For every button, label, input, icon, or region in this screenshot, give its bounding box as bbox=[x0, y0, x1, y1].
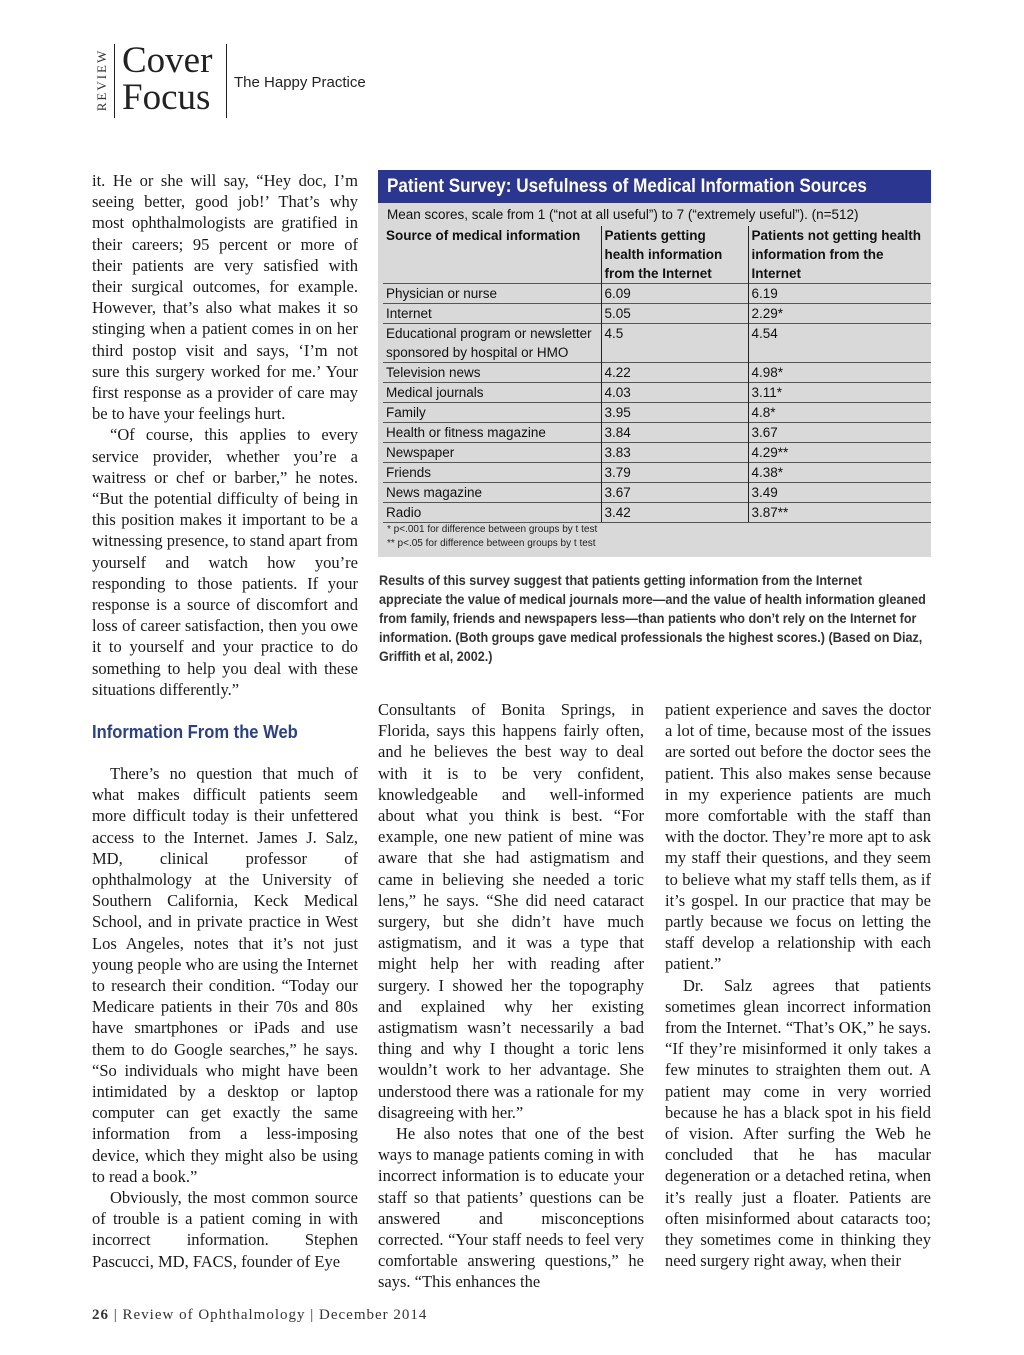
page-number: 26 bbox=[92, 1307, 109, 1323]
column-3 bbox=[665, 699, 931, 1271]
table-cell-source: Physician or nurse bbox=[383, 284, 601, 304]
survey-subtitle: Mean scores, scale from 1 (“not at all useful”) to 7 (“extremely useful”). (n=512) bbox=[387, 207, 859, 222]
table-row bbox=[383, 403, 931, 423]
footnote: * p<.001 for difference between groups by t test bbox=[387, 524, 598, 535]
table-cell-no-internet: 3.11* bbox=[748, 383, 931, 403]
table-row bbox=[383, 383, 931, 403]
footer-separator: | bbox=[310, 1307, 320, 1323]
table-cell-source: Newspaper bbox=[383, 443, 601, 463]
table-cell-internet: 3.84 bbox=[601, 423, 748, 443]
table-cell-source: Television news bbox=[383, 363, 601, 383]
table-cell-source: Medical journals bbox=[383, 383, 601, 403]
survey-panel bbox=[378, 203, 931, 557]
table-cell-source: News magazine bbox=[383, 483, 601, 503]
paragraph: Dr. Salz agrees that patients sometimes glean incorrect information from the Internet. “That’s OK,” he says. “If they’re misinformed it only takes a few minutes to straighten them out. A patient may come in very worried because he has a black spot in his field of vision. After surfing the Web he concluded that he has macular degeneration or a detached retina, when it’s really just a floater. Patients are often misinformed about cataracts too; they sometimes come in thinking they need surgery right away, when their bbox=[665, 975, 931, 1271]
table-cell-source: Radio bbox=[383, 503, 601, 523]
table-header-row bbox=[383, 226, 931, 284]
paragraph: There’s no question that much of what makes difficult patients seem more difficult today is their unfettered access to the Internet. James J. Salz, MD, clinical professor of ophthalmology at the University of Southern California, Keck Medical School, and in private practice in West Los Angeles, notes that it’s not just young people who are using the Internet to research their condition. “Today our Medicare patients in their 70s and 80s have smartphones or iPads and use them to do Google searches,” he says. “So individuals who might have been intimidated by a desktop or laptop computer can get exactly the same information from a less-imposing device, which they might also be using to read a book.” bbox=[92, 764, 358, 1186]
footer-separator: | bbox=[113, 1307, 123, 1323]
table-row bbox=[383, 324, 931, 363]
survey-box bbox=[378, 170, 931, 666]
paragraph: “Of course, this applies to every service provider, whether you’re a waitress or chef or barber,” he notes. “But the potential difficulty of being in this position makes it important to be a witnessing presence, to stand apart from yourself and watch how you’re responding to those patients. If your response is a source of discomfort and loss of career satisfaction, then you owe it to yourself and your practice to do something to help you deal with these situations differently.” bbox=[92, 425, 358, 699]
paragraph: patient experience and saves the doctor a lot of time, because most of the issues are sorted out before the doctor sees the patient. This also makes sense because in my experience patients are much more comfortable with the staff than with the doctor. They’re more apt to ask my staff their questions, and they seem to believe what my staff tells them, as if it’s gospel. In our practice that may be partly because we focus on letting the staff develop a relationship with each patient.” bbox=[665, 700, 931, 974]
column-1-bottom bbox=[92, 763, 358, 1272]
issue-date: December 2014 bbox=[319, 1307, 428, 1323]
table-cell-internet: 3.67 bbox=[601, 483, 748, 503]
table-cell-internet: 4.03 bbox=[601, 383, 748, 403]
column-header: Patients getting health information from the Internet bbox=[601, 226, 748, 284]
table-row bbox=[383, 284, 931, 304]
survey-table bbox=[383, 226, 931, 523]
table-row bbox=[383, 363, 931, 383]
table-cell-no-internet: 4.54 bbox=[748, 324, 931, 363]
table-cell-source: Educational program or newsletter sponsored by hospital or HMO bbox=[383, 324, 601, 363]
table-cell-internet: 6.09 bbox=[601, 284, 748, 304]
table-cell-no-internet: 4.29** bbox=[748, 443, 931, 463]
table-row bbox=[383, 304, 931, 324]
cover-focus-title: Cover Focus bbox=[122, 40, 213, 118]
table-cell-no-internet: 2.29* bbox=[748, 304, 931, 324]
table-cell-no-internet: 6.19 bbox=[748, 284, 931, 304]
table-row bbox=[383, 443, 931, 463]
paragraph: it. He or she will say, “Hey doc, I’m seeing better, good job!’ That’s why most ophthalmologists are gratified in their careers; 95 percent or more of their patients are very satisfied with their surgical outcomes, for example. However, that’s also what makes it so stinging when a patient comes in on her third postop visit and says, ‘I’m not sure this surgery worked for me.’ Your first response as a provider of care may be to have your feelings hurt. bbox=[92, 171, 358, 424]
table-cell-no-internet: 4.98* bbox=[748, 363, 931, 383]
table-cell-internet: 3.42 bbox=[601, 503, 748, 523]
column-header: Source of medical information bbox=[386, 228, 581, 243]
table-cell-source: Health or fitness magazine bbox=[383, 423, 601, 443]
table-cell-internet: 4.5 bbox=[601, 324, 748, 363]
review-label: REVIEW bbox=[94, 48, 109, 112]
column-1-top bbox=[92, 170, 358, 700]
survey-caption: Results of this survey suggest that patients getting information from the Internet appreciate the value of medical journals more—and the value of health information gleaned from family, friends and newspapers less—than patients who don’t rely on the Internet for information. (Both groups gave medical professionals the highest scores.) (Based on Diaz, Griffith et al, 2002.) bbox=[379, 572, 926, 664]
table-cell-internet: 3.79 bbox=[601, 463, 748, 483]
footnote: ** p<.05 for difference between groups by t test bbox=[387, 538, 596, 549]
table-cell-source: Family bbox=[383, 403, 601, 423]
table-cell-no-internet: 3.87** bbox=[748, 503, 931, 523]
subheading: Information From the Web bbox=[92, 722, 298, 742]
paragraph: He also notes that one of the best ways to manage patients coming in with incorrect information is to educate your staff so that patients’ questions can be answered and misconceptions corrected. “Your staff needs to feel very comfortable answering questions,” he says. “This enhances the bbox=[378, 1124, 644, 1292]
table-row bbox=[383, 463, 931, 483]
header-divider bbox=[114, 44, 115, 118]
table-cell-no-internet: 4.38* bbox=[748, 463, 931, 483]
table-cell-internet: 4.22 bbox=[601, 363, 748, 383]
table-body bbox=[383, 284, 931, 523]
paragraph: Obviously, the most common source of trouble is a patient coming in with incorrect information. Stephen Pascucci, MD, FACS, founder of Eye bbox=[92, 1188, 358, 1271]
table-cell-internet: 3.95 bbox=[601, 403, 748, 423]
table-cell-internet: 3.83 bbox=[601, 443, 748, 463]
table-cell-no-internet: 3.49 bbox=[748, 483, 931, 503]
table-row bbox=[383, 503, 931, 523]
paragraph: Consultants of Bonita Springs, in Florida, says this happens fairly often, and he believes the best way to deal with it is to be very confident, knowledgeable and well-informed about what you think is best. “For example, one new patient of mine was aware that she had astigmatism and came in believing she needed a toric lens,” he says. “She did need cataract surgery, but she didn’t have much astigmatism, and it was a type that might help her with reading after surgery. I showed her the topography and explained why her existing astigmatism wasn’t necessarily a bad thing and why I thought a toric lens wouldn’t work to her advantage. She understood there was a rationale for my disagreeing with her.” bbox=[378, 700, 644, 1122]
header-divider bbox=[226, 44, 227, 118]
page-footer bbox=[92, 1307, 427, 1324]
table-row bbox=[383, 423, 931, 443]
publication-name: Review of Ophthalmology bbox=[122, 1307, 306, 1323]
table-cell-no-internet: 4.8* bbox=[748, 403, 931, 423]
table-cell-internet: 5.05 bbox=[601, 304, 748, 324]
table-cell-no-internet: 3.67 bbox=[748, 423, 931, 443]
table-row bbox=[383, 483, 931, 503]
table-cell-source: Friends bbox=[383, 463, 601, 483]
table-cell-source: Internet bbox=[383, 304, 601, 324]
section-title: The Happy Practice bbox=[234, 74, 366, 91]
survey-title: Patient Survey: Usefulness of Medical Information Sources bbox=[378, 170, 931, 203]
column-2 bbox=[378, 699, 644, 1293]
column-header: Patients not getting health information from the Internet bbox=[748, 226, 931, 284]
